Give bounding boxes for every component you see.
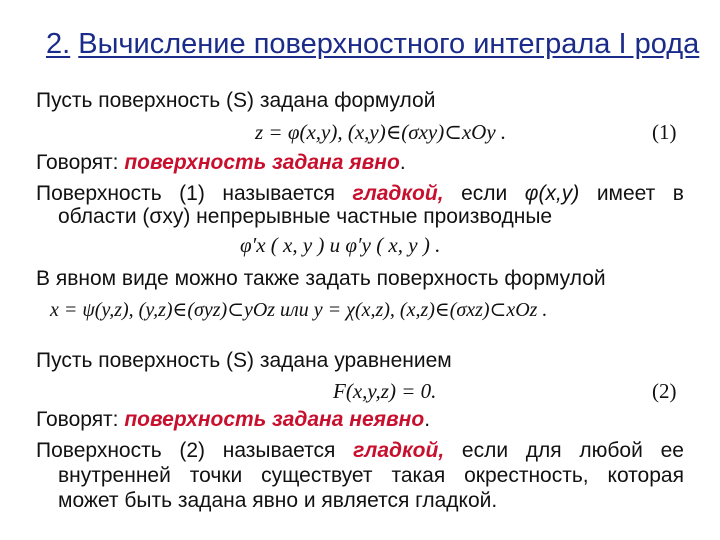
word: называется [222, 439, 336, 462]
word: внутренней [58, 464, 171, 487]
word: точки [189, 464, 243, 487]
line-11-prefix: Говорят: [36, 408, 125, 431]
line-6-derivatives: φ′x ( x, y ) и φ′y ( x, y ) . [240, 233, 441, 257]
title-text: Вычисление поверхностного интеграла I рода [78, 28, 700, 60]
implicit-surface-phrase: поверхность задана неявно [124, 408, 425, 431]
equation-2-number: (2) [652, 379, 677, 403]
word: существует [261, 464, 373, 487]
word: φ(x,y) [524, 182, 580, 205]
equation-1: z = φ(x,y), (x,y)∈(σxy)⊂xOy . [255, 120, 507, 144]
word: окрестность, [464, 464, 589, 487]
line-1: Пусть поверхность (S) задана формулой [36, 89, 436, 112]
line-11 [36, 409, 430, 430]
word: (2) [179, 439, 206, 462]
smooth-term: гладкой, [352, 182, 444, 205]
smooth-term: гладкой, [353, 439, 445, 462]
word: в [672, 182, 684, 205]
word: такая [391, 464, 446, 487]
equation-1-number: (1) [652, 120, 677, 144]
slide-title [46, 28, 699, 61]
word: имеет [596, 182, 656, 205]
word: ее [660, 439, 684, 462]
word: если [461, 439, 509, 462]
line-7: В явном виде можно также задать поверхность формулой [36, 267, 606, 290]
word: называется [222, 182, 335, 205]
word: Поверхность [36, 439, 162, 462]
word: для [525, 439, 562, 462]
word: (1) [179, 182, 205, 205]
line-3 [36, 152, 406, 173]
line-3-prefix: Говорят: [36, 151, 125, 174]
word: Поверхность [36, 182, 162, 205]
word: если [461, 182, 508, 205]
line-8-formulas: x = ψ(y,z), (y,z)∈(σyz)⊂yOz или y = χ(x,z), (x,z)∈(σxz)⊂xOz . [50, 299, 548, 321]
section-number: 2. [46, 28, 71, 60]
line-5: области (σxy) непрерывные частные производные [58, 205, 553, 228]
line-12 [36, 440, 684, 461]
line-9: Пусть поверхность (S) задана уравнением [36, 349, 452, 372]
line-11-suffix: . [424, 408, 431, 431]
explicit-surface-phrase: поверхность задана явно [124, 151, 400, 174]
word: любой [579, 439, 643, 462]
equation-2: F(x,y,z) = 0. [333, 379, 437, 403]
line-3-suffix: . [399, 151, 406, 174]
line-13 [58, 465, 684, 486]
word: которая [607, 464, 684, 487]
line-4 [36, 183, 684, 204]
line-14: может быть задана явно и является гладкой. [58, 489, 498, 512]
